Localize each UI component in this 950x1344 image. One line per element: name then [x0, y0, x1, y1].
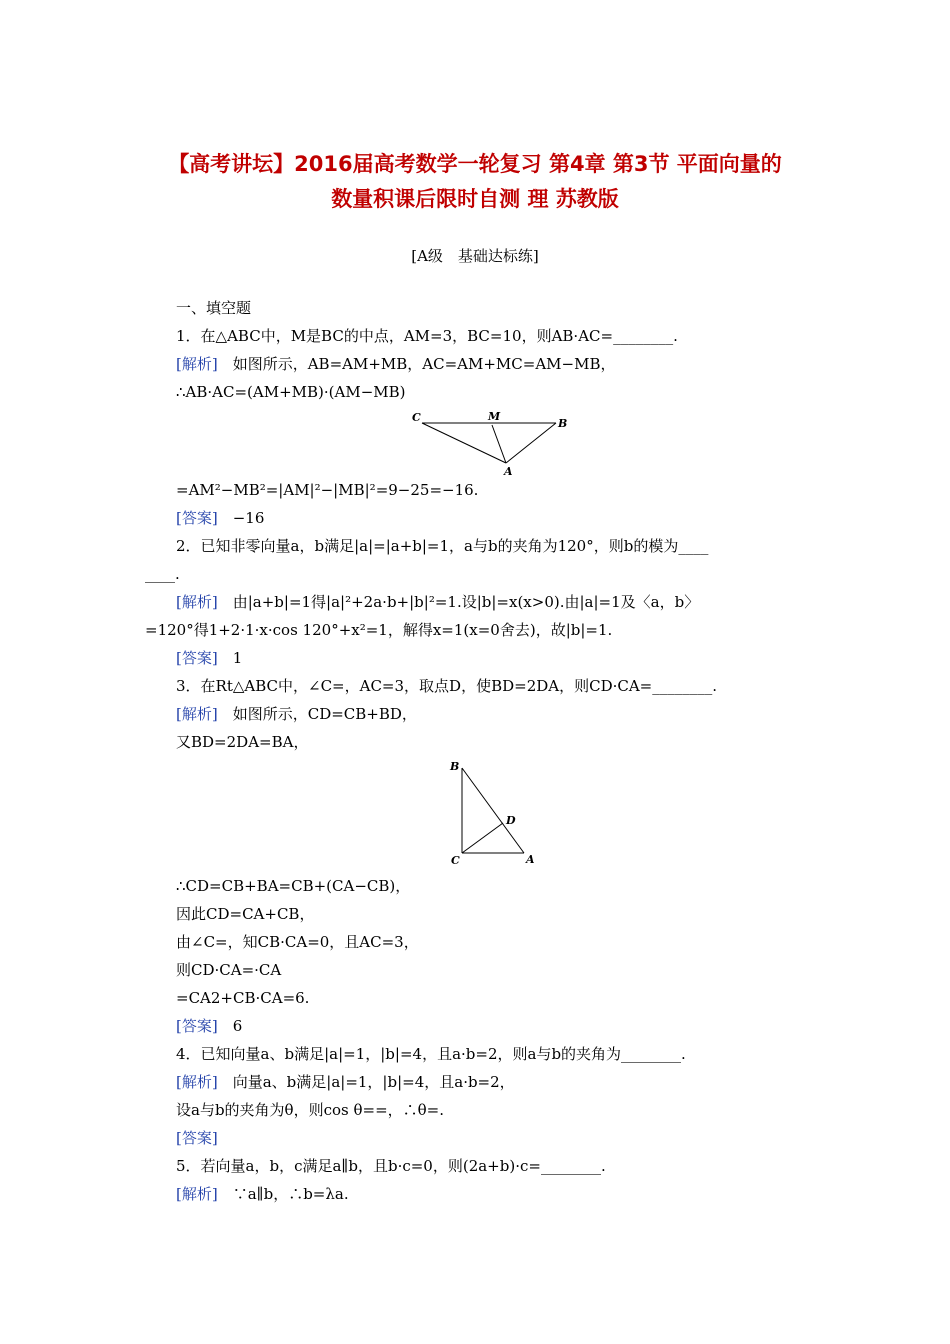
figure2-label-a: A [526, 853, 535, 866]
analysis-2-line: =120°得1+2·1·x·cos 120°+x²=1，解得x=1(x=0舍去)，故|b|=1. [145, 621, 613, 639]
analysis-3-step-2: 因此CD=CA+CB， [176, 905, 315, 923]
analysis-tag: [解析] [176, 1073, 218, 1091]
figure2-label-c: C [451, 854, 460, 867]
analysis-3-step-5: =CA2+CB·CA=6. [176, 989, 310, 1007]
analysis-3-step-1: ∴CD=CB+BA=CB+(CA−CB)， [176, 877, 411, 895]
problem-2: 2．已知非零向量a，b满足|a|=|a+b|=1，a与b的夹角为120°，则b的模为____ [176, 537, 709, 555]
figure1-label-a: A [504, 465, 513, 476]
analysis-2: [解析] 由|a+b|=1得|a|²+2a·b+|b|²=1.设|b|=x(x>0).由|a|=1及〈a，b〉 [176, 593, 700, 611]
answer-tag: [答案] [176, 1129, 218, 1147]
problem-1: 1．在△ABC中，M是BC的中点，AM=3，BC=10，则AB·AC=________. [176, 327, 678, 345]
analysis-3-step-3: 由∠C=，知CB·CA=0，且AC=3， [176, 933, 419, 951]
figure1-label-c: C [412, 411, 421, 424]
problem-2-blank: ____. [145, 565, 180, 583]
analysis-tag: [解析] [176, 1185, 218, 1203]
analysis-3: [解析] 如图所示，CD=CB+BD， [176, 705, 417, 723]
problem-4: 4．已知向量a、b满足|a|=1，|b|=4，且a·b=2，则a与b的夹角为________. [176, 1045, 686, 1063]
answer-3: [答案] 6 [176, 1017, 243, 1035]
triangle-figure-1 [410, 406, 570, 476]
analysis-tag: [解析] [176, 355, 218, 373]
figure1-label-b: B [558, 417, 568, 430]
analysis-4-line: 设a与b的夹角为θ，则cos θ==，∴θ=. [176, 1101, 445, 1119]
problem-3: 3．在Rt△ABC中，∠C=，AC=3，取点D，使BD=2DA，则CD·CA=________. [176, 677, 718, 695]
answer-2: [答案] 1 [176, 649, 243, 667]
problem-5: 5．若向量a，b，c满足a∥b，且b·c=0，则(2a+b)·c=________. [176, 1157, 606, 1175]
analysis-tag: [解析] [176, 705, 218, 723]
level-heading: [A级 基础达标练] [411, 247, 539, 265]
answer-tag: [答案] [176, 1017, 218, 1035]
answer-4 [176, 1128, 218, 1148]
analysis-1-line: ∴AB·AC=(AM+MB)·(AM−MB) [176, 383, 406, 401]
analysis-5: [解析] ∵a∥b，∴b=λa. [176, 1185, 349, 1203]
section-heading: 一、填空题 [176, 299, 252, 317]
figure2-label-d: D [506, 814, 516, 827]
analysis-4: [解析] 向量a、b满足|a|=1，|b|=4，且a·b=2， [176, 1073, 515, 1091]
analysis-tag: [解析] [176, 593, 218, 611]
answer-tag: [答案] [176, 509, 218, 527]
analysis-1-result: =AM²−MB²=|AM|²−|MB|²=9−25=−16. [176, 481, 479, 499]
analysis-3-step-4: 则CD·CA=·CA [176, 961, 282, 979]
analysis-1: [解析] 如图所示，AB=AM+MB，AC=AM+MC=AM−MB， [176, 355, 616, 373]
answer-tag: [答案] [176, 649, 218, 667]
answer-1: [答案] −16 [176, 509, 265, 527]
triangle-figure-2 [446, 758, 546, 868]
analysis-3-line: 又BD=2DA=BA， [176, 733, 309, 751]
figure1-label-m: M [488, 410, 501, 423]
figure2-label-b: B [450, 760, 460, 773]
document-title-line-1: 【高考讲坛】2016届高考数学一轮复习 第4章 第3节 平面向量的 [168, 152, 782, 176]
document-title-line-2: 数量积课后限时自测 理 苏教版 [331, 187, 619, 211]
